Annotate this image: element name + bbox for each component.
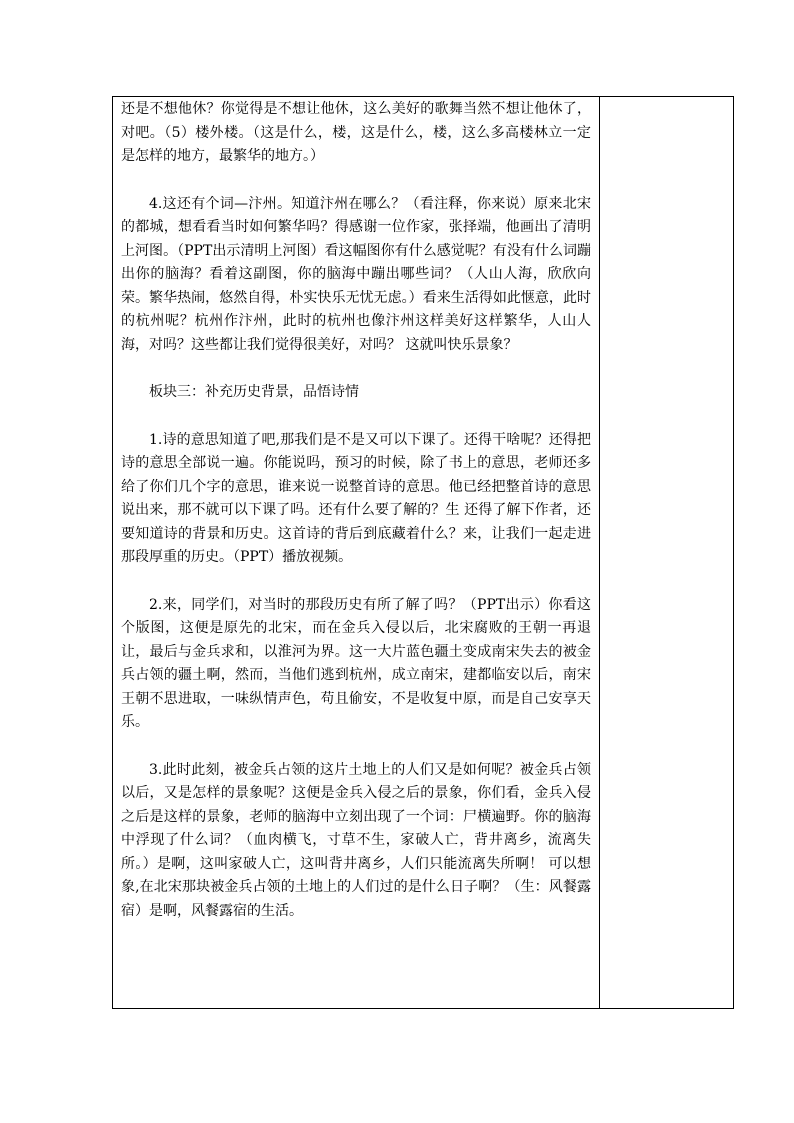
paragraph-bianzhou: 4.这还有个词—汴州。知道汴州在哪么？（看注释，你来说）原来北宋的都城，想看看当时如何繁华吗？得感谢一位作家，张择端，他画出了清明上河图。（PPT出示清明上河图）看这幅图你有什么感觉呢？有没有什么词蹦出你的脑海？看着这副图，你的脑海中蹦出哪些词？（人山人海，欣欣向荣。繁华热闹，悠然自得，朴实快乐无忧无虑。）看来生活得如此惬意，此时的杭州呢？杭州作汴州，此时的杭州也像汴州这样美好这样繁华，人山人海，对吗？这些都让我们觉得很美好，对吗？ 这就叫快乐景象？ [121,195,591,353]
paragraph-history: 2.来，同学们，对当时的那段历史有所了解了吗？（PPT出示）你看这个版图，这便是原先的北宋，而在金兵入侵以后，北宋腐败的王朝一再退让，最后与金兵求和，以淮河为界。这一大片蓝色疆土变成南宋失去的被金兵占领的疆土啊，然而，当他们逃到杭州，成立南宋，建都临安以后，南宋王朝不思进取，一味纵情声色，苟且偷安，不是收复中原，而是自己安享天乐。 [121,596,591,730]
lesson-content-cell [113,97,600,1008]
lesson-table [112,96,734,1009]
notes-cell [600,97,733,1008]
paragraph-continued: 还是不想他休？你觉得是不想让他休，这么美好的歌舞当然不想让他休了，对吧。（5）楼外楼。（这是什么，楼，这是什么，楼，这么多高楼林立一定是怎样的地方，最繁华的地方。） [121,101,591,164]
section-heading-block-three: 板块三：补充历史背景，品悟诗情 [149,384,359,400]
paragraph-meaning: 1.诗的意思知道了吧,那我们是不是又可以下课了。还得干啥呢？还得把诗的意思全部说一遍。你能说吗，预习的时候，除了书上的意思，老师还多给了你们几个字的意思，谁来说一说整首诗的意思。他已经把整首诗的意思说出来，那不就可以下课了吗。还有什么要了解的？生 还得了解下作者，还要知道诗的背景和历史。这首诗的背后到底藏着什么？来，让我们一起走进那段厚重的历史。（PPT）播放视频。 [121,431,591,565]
paragraph-occupied-land: 3.此时此刻，被金兵占领的这片土地上的人们又是如何呢？被金兵占领以后，又是怎样的景象呢？这便是金兵入侵之后的景象，你们看，金兵入侵之后是这样的景象，老师的脑海中立刻出现了一个词：尸横遍野。你的脑海中浮现了什么词？（血肉横飞，寸草不生，家破人亡，背井离乡，流离失所。）是啊，这叫家破人亡，这叫背井离乡，人们只能流离失所啊！ 可以想象,在北宋那块被金兵占领的土地上的人们过的是什么日子啊？（生：风餐露宿）是啊，风餐露宿的生活。 [121,761,591,919]
